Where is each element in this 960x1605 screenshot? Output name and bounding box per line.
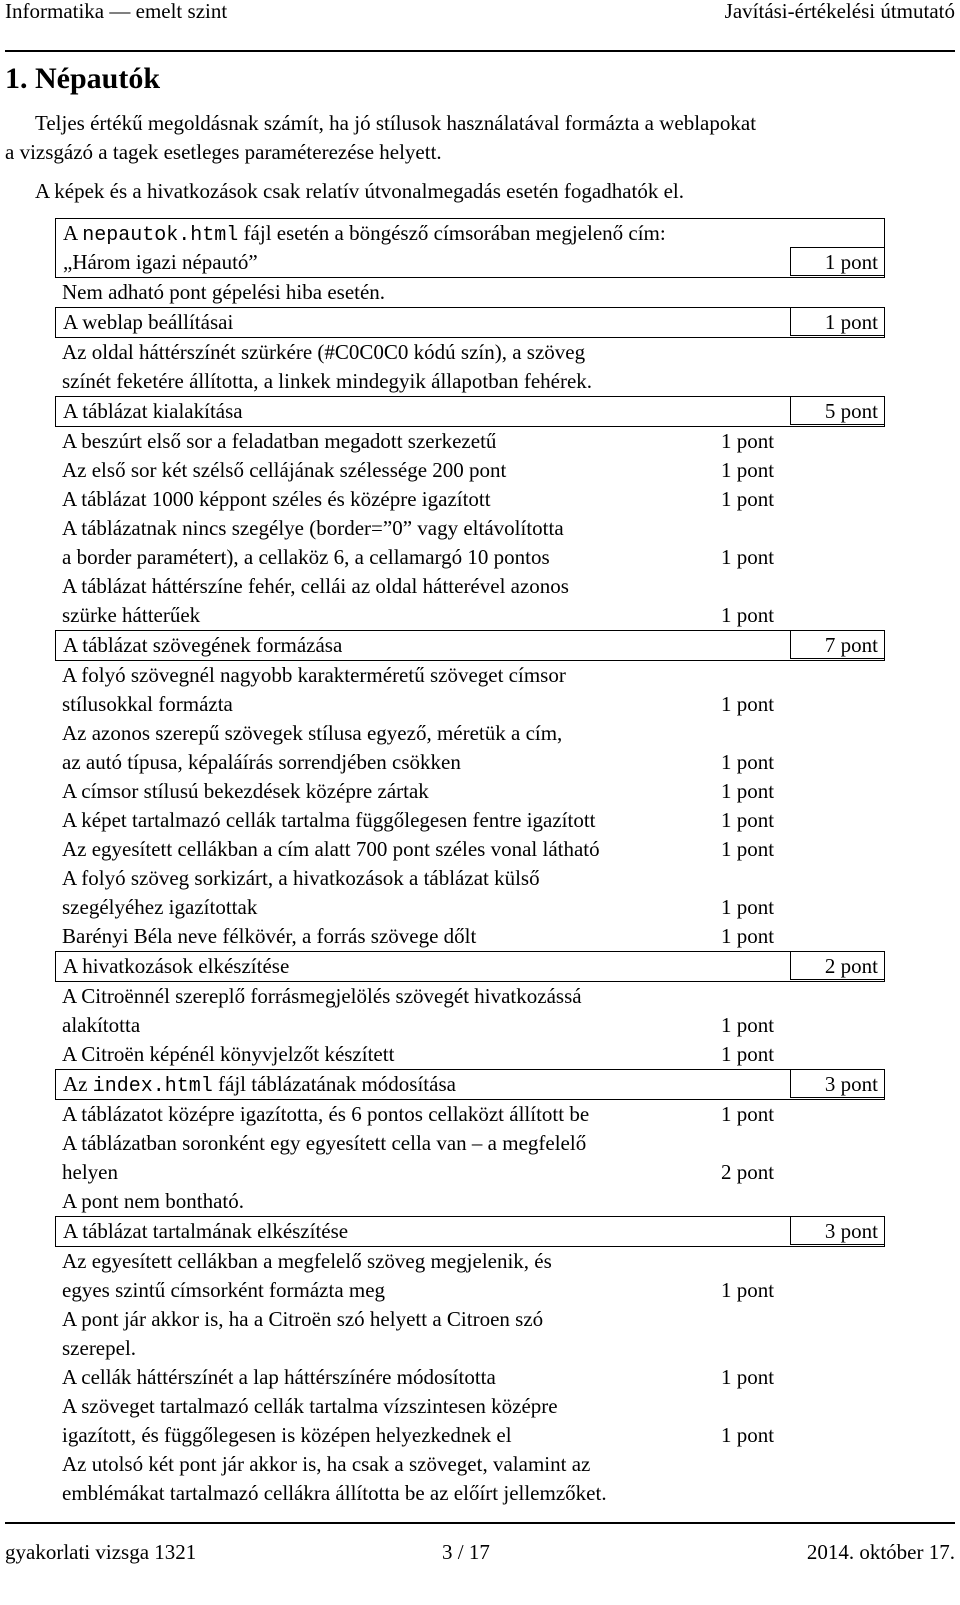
scoring-table bbox=[55, 218, 905, 1508]
criterion-note: A pont jár akkor is, ha a Citroën szó helyett a Citroen szó bbox=[62, 1307, 544, 1331]
criterion-note: A pont nem bontható. bbox=[62, 1189, 244, 1213]
criterion-item: egyes szintű címsorként formázta meg 1 pont bbox=[62, 1278, 775, 1302]
criterion-header-label: A táblázat kialakítása bbox=[63, 399, 243, 423]
criterion-header-label: A táblázat szövegének formázása bbox=[63, 633, 343, 657]
criterion-note: szerepel. bbox=[62, 1336, 137, 1360]
criterion-item: a border paramétert), a cellaköz 6, a cellamargó 10 pontos 1 pont bbox=[62, 545, 775, 569]
criterion-title-line-2: „Három igazi népautó” bbox=[63, 250, 258, 274]
points-box: 3 pont bbox=[790, 1216, 884, 1245]
criterion-note: Az utolsó két pont jár akkor is, ha csak a szöveget, valamint az bbox=[62, 1452, 591, 1476]
criterion-item: A címsor stílusú bekezdések középre zártak 1 pont bbox=[62, 779, 775, 803]
points-box: 3 pont bbox=[790, 1069, 884, 1098]
criterion-item: A táblázat 1000 képpont széles és középre igazított 1 pont bbox=[62, 487, 775, 511]
criterion-header bbox=[55, 951, 885, 982]
criterion-item: A táblázatnak nincs szegélye (border=”0” vagy eltávolította bbox=[62, 516, 564, 540]
page-footer bbox=[0, 1540, 960, 1570]
points-box: 2 pont bbox=[790, 951, 884, 980]
criterion-item: A beszúrt első sor a feladatban megadott szerkezetű 1 pont bbox=[62, 429, 775, 453]
filename-code: index.html bbox=[92, 1075, 213, 1098]
criterion-item: A táblázatot középre igazította, és 6 pontos cellaközt állított be 1 pont bbox=[62, 1102, 775, 1126]
intro-relative-paths: A képek és a hivatkozások csak relatív útvonalmegadás esetén fogadhatók el. bbox=[35, 179, 685, 203]
criterion-title-line-1: A nepautok.html fájl esetén a böngésző címsorában megjelenő cím: bbox=[63, 221, 666, 247]
criterion-item: A táblázatban soronként egy egyesített cella van – a megfelelő bbox=[62, 1131, 587, 1155]
criterion-line: Az oldal háttérszínét szürkére (#C0C0C0 kódú szín), a szöveg bbox=[62, 340, 586, 364]
header-doc-type: Javítási-értékelési útmutató bbox=[724, 0, 955, 23]
criterion-header bbox=[55, 630, 885, 661]
criterion-item: A képet tartalmazó cellák tartalma függőlegesen fentre igazított 1 pont bbox=[62, 808, 775, 832]
footer-rule bbox=[5, 1522, 955, 1524]
criterion-header bbox=[55, 1069, 885, 1100]
criterion-item: A Citroënnél szereplő forrásmegjelölés szövegét hivatkozássá bbox=[62, 984, 582, 1008]
footer-date: 2014. október 17. bbox=[806, 1540, 955, 1564]
criterion-item: A táblázat háttérszíne fehér, cellái az oldal hátterével azonos bbox=[62, 574, 569, 598]
criterion-item: Az azonos szerepű szövegek stílusa egyező, méretük a cím, bbox=[62, 721, 563, 745]
criterion-header bbox=[55, 1216, 885, 1247]
section-title: 1. Népautók bbox=[5, 62, 161, 95]
criterion-header-label: A weblap beállításai bbox=[63, 310, 234, 334]
points-box: 1 pont bbox=[790, 247, 884, 276]
criterion-item: szürke hátterűek 1 pont bbox=[62, 603, 775, 627]
criterion-item: Az egyesített cellákban a cím alatt 700 pont széles vonal látható 1 pont bbox=[62, 837, 775, 861]
criterion-item: A folyó szövegnél nagyobb karakterméretű szöveget címsor bbox=[62, 663, 566, 687]
page-header bbox=[0, 0, 960, 30]
points-box: 5 pont bbox=[790, 396, 884, 425]
intro-line-1: Teljes értékű megoldásnak számít, ha jó stílusok használatával formázta a weblapokat bbox=[35, 111, 757, 135]
criterion-item: stílusokkal formázta 1 pont bbox=[62, 692, 775, 716]
criterion-header-label: A hivatkozások elkészítése bbox=[63, 954, 290, 978]
criterion-item: helyen 2 pont bbox=[62, 1160, 775, 1184]
filename-code: nepautok.html bbox=[82, 224, 239, 247]
criterion-header-label: A táblázat tartalmának elkészítése bbox=[63, 1219, 349, 1243]
header-rule bbox=[5, 50, 955, 52]
criterion-item: A cellák háttérszínét a lap háttérszínére módosította 1 pont bbox=[62, 1365, 775, 1389]
criterion-item: Az első sor két szélső cellájának szélessége 200 pont 1 pont bbox=[62, 458, 775, 482]
criterion-item: A szöveget tartalmazó cellák tartalma vízszintesen középre bbox=[62, 1394, 558, 1418]
criterion-header-label: Az index.html fájl táblázatának módosítása bbox=[63, 1072, 456, 1098]
criterion-item: alakította 1 pont bbox=[62, 1013, 775, 1037]
criterion-line: színét feketére állította, a linkek mindegyik állapotban fehérek. bbox=[62, 369, 593, 393]
criterion-header bbox=[55, 396, 885, 427]
criterion-title-box bbox=[55, 218, 885, 278]
criterion-item: az autó típusa, képaláírás sorrendjében csökken 1 pont bbox=[62, 750, 775, 774]
footer-exam-code: gyakorlati vizsga 1321 bbox=[5, 1540, 197, 1564]
intro-line-2: a vizsgázó a tagek esetleges paraméterezése helyett. bbox=[5, 140, 442, 164]
points-box: 1 pont bbox=[790, 307, 884, 336]
criterion-item: szegélyéhez igazítottak 1 pont bbox=[62, 895, 775, 919]
criterion-item: A folyó szöveg sorkizárt, a hivatkozások a táblázat külső bbox=[62, 866, 540, 890]
header-subject: Informatika — emelt szint bbox=[5, 0, 228, 23]
criterion-item: Az egyesített cellákban a megfelelő szöveg megjelenik, és bbox=[62, 1249, 552, 1273]
criterion-item: Barényi Béla neve félkövér, a forrás szövege dőlt 1 pont bbox=[62, 924, 775, 948]
criterion-item: igazított, és függőlegesen is középen helyezkednek el 1 pont bbox=[62, 1423, 775, 1447]
criterion-note: Nem adható pont gépelési hiba esetén. bbox=[62, 280, 386, 304]
page-number: 3 / 17 bbox=[442, 1540, 490, 1564]
criterion-note: emblémákat tartalmazó cellákra állította be az előírt jellemzőket. bbox=[62, 1481, 607, 1505]
criterion-item: A Citroën képénél könyvjelzőt készített 1 pont bbox=[62, 1042, 775, 1066]
criterion-header bbox=[55, 307, 885, 338]
points-box: 7 pont bbox=[790, 630, 884, 659]
